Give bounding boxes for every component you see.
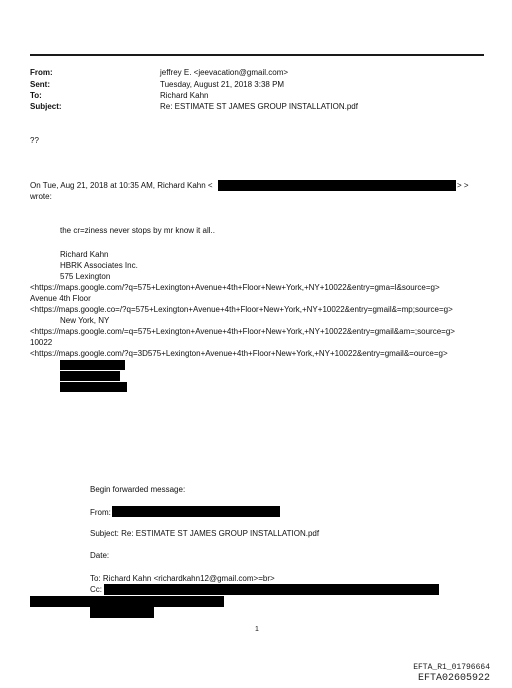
signature-link-4[interactable]: <https://maps.google.com/?q=3D575+Lexington+Avenue+4th+Floor+New+York,+NY+10022&entry=gmail&=ource=g>	[30, 349, 448, 358]
signature-link-3[interactable]: <https://maps.google.com/=q=575+Lexington+Avenue+4th+Floor+New+York,+NY+10022&entry=gmail&am=;source=g>	[30, 327, 455, 336]
signature-link-1[interactable]: <https://maps.google.com/?q=575+Lexington+Avenue+4th+Floor+New+York,+NY+10022&entry=gma=l&source=g>	[30, 283, 440, 292]
subject-label: Subject:	[30, 102, 62, 111]
signature-company: HBRK Associates Inc.	[60, 261, 138, 270]
reply-text: ??	[30, 136, 39, 145]
footer-id-primary: EFTA_R1_01796664	[413, 663, 490, 672]
quoted-message: the cr=ziness never stops by mr know it all..	[60, 226, 215, 235]
footer-id-secondary: EFTA02605922	[417, 673, 490, 684]
redaction-block	[90, 607, 154, 618]
quote-intro-start: On Tue, Aug 21, 2018 at 10:35 AM, Richard Kahn <	[30, 181, 213, 190]
forwarded-date-label: Date:	[90, 551, 110, 560]
forwarded-to-line: To: Richard Kahn <richardkahn12@gmail.com>=br>	[90, 574, 275, 583]
signature-link-2[interactable]: <https://maps.google.co=/?q=575+Lexington+Avenue+4th+Floor+New+York,+NY+10022&entry=gmail&=mp;source=g>	[30, 305, 453, 314]
signature-name: Richard Kahn	[60, 250, 109, 259]
signature-street: 575 Lexington	[60, 272, 111, 281]
to-label: To:	[30, 91, 42, 100]
sent-label: Sent:	[30, 80, 50, 89]
redaction-block	[60, 371, 120, 381]
signature-floor: Avenue 4th Floor	[30, 294, 91, 303]
header-rule	[30, 54, 484, 56]
forwarded-cc-label: Cc:	[90, 585, 102, 594]
forwarded-from-label: From:	[90, 508, 111, 517]
redaction-block	[30, 596, 224, 607]
forwarded-subject: Subject: Re: ESTIMATE ST JAMES GROUP INSTALLATION.pdf	[90, 529, 320, 538]
redaction-block	[112, 506, 280, 517]
signature-zip: 10022	[30, 338, 53, 347]
redaction-block	[218, 180, 456, 191]
quote-intro-end: > >	[457, 181, 469, 190]
from-value: jeffrey E. <jeevacation@gmail.com>	[160, 68, 289, 77]
redaction-block	[104, 584, 439, 595]
redaction-block	[60, 360, 125, 370]
forwarded-begin: Begin forwarded message:	[90, 485, 186, 494]
quote-wrote: wrote:	[30, 192, 52, 201]
from-label: From:	[30, 68, 53, 77]
signature-city: New York, NY	[60, 316, 110, 325]
page-number: 1	[255, 626, 259, 633]
to-value: Richard Kahn	[160, 91, 209, 100]
sent-value: Tuesday, August 21, 2018 3:38 PM	[160, 80, 285, 89]
redaction-block	[60, 382, 127, 392]
subject-value: Re: ESTIMATE ST JAMES GROUP INSTALLATION.pdf	[160, 102, 358, 111]
